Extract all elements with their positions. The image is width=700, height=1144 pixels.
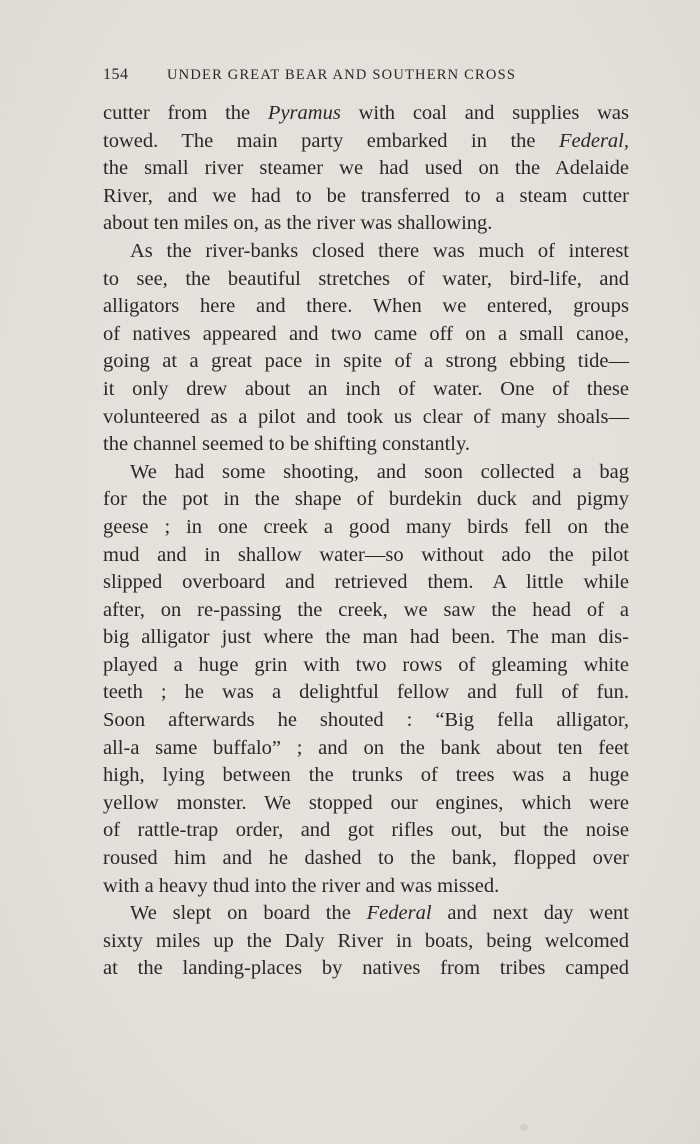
text-line bbox=[103, 459, 629, 487]
text-line bbox=[103, 928, 629, 956]
text-line bbox=[103, 128, 629, 156]
text-line bbox=[103, 376, 629, 404]
text-line bbox=[103, 348, 629, 376]
text-line bbox=[103, 597, 629, 625]
text-line bbox=[103, 155, 629, 183]
text-span: alligators here and there. When we entered, groups bbox=[103, 295, 629, 318]
text-line bbox=[103, 707, 629, 735]
text-span: Soon afterwards he shouted : “Big fella alligator, bbox=[103, 709, 629, 732]
text-line bbox=[103, 404, 629, 432]
text-span: River, and we had to be transferred to a steam cutter bbox=[103, 184, 629, 207]
text-span: with coal and supplies was bbox=[340, 102, 630, 124]
text-line bbox=[103, 955, 629, 983]
text-line bbox=[103, 486, 629, 514]
text-line bbox=[103, 873, 629, 901]
running-head: UNDER GREAT BEAR AND SOUTHERN CROSS bbox=[167, 67, 517, 83]
text-line bbox=[103, 514, 629, 542]
text-line bbox=[103, 431, 629, 459]
text-line bbox=[103, 183, 629, 211]
text-span: the small river steamer we had used on the Adelaide bbox=[103, 157, 629, 180]
body-text bbox=[103, 100, 629, 983]
text-span: and next day went bbox=[431, 902, 629, 925]
text-span: high, lying between the trunks of trees was a huge bbox=[103, 764, 629, 787]
text-span: We slept on board the bbox=[130, 902, 367, 925]
italic-text: Federal bbox=[366, 902, 432, 925]
text-span: mud and in shallow water—so without ado the pilot bbox=[103, 543, 629, 566]
text-line bbox=[103, 845, 629, 873]
text-line bbox=[103, 293, 629, 321]
text-span: the channel seemed to be shifting constantly. bbox=[103, 433, 470, 456]
text-span: As the river-banks closed there was much of interest bbox=[130, 239, 629, 262]
text-line bbox=[103, 266, 629, 294]
text-span: played a huge grin with two rows of gleaming white bbox=[103, 653, 629, 676]
text-span: it only drew about an inch of water. One of these bbox=[103, 377, 629, 400]
text-span: towed. The main party embarked in the bbox=[103, 129, 559, 152]
text-line bbox=[103, 238, 629, 266]
text-span: volunteered as a pilot and took us clear of many shoals— bbox=[103, 405, 629, 428]
text-span: after, on re-passing the creek, we saw the head of a bbox=[103, 598, 629, 621]
text-span: with a heavy thud into the river and was missed. bbox=[103, 874, 500, 897]
text-span: about ten miles on, as the river was shallowing. bbox=[103, 212, 493, 235]
text-span: cutter from the bbox=[103, 102, 268, 124]
text-line bbox=[103, 762, 629, 790]
text-span: teeth ; he was a delightful fellow and full of fun. bbox=[103, 681, 629, 704]
text-span: big alligator just where the man had been. The man dis- bbox=[103, 626, 629, 649]
text-line bbox=[103, 817, 629, 845]
text-span: going at a great pace in spite of a strong ebbing tide— bbox=[103, 350, 629, 373]
page-header bbox=[103, 66, 633, 88]
text-line bbox=[103, 900, 629, 928]
text-line bbox=[103, 652, 629, 680]
text-span: geese ; in one creek a good many birds fell on the bbox=[103, 515, 629, 538]
text-span: of rattle-trap order, and got rifles out, but the noise bbox=[103, 819, 629, 842]
text-line bbox=[103, 542, 629, 570]
text-line bbox=[103, 624, 629, 652]
text-span: slipped overboard and retrieved them. A little while bbox=[103, 571, 629, 594]
text-line bbox=[103, 790, 629, 818]
text-span: of natives appeared and two came off on a small canoe, bbox=[103, 322, 629, 345]
text-span: for the pot in the shape of burdekin duck and pigmy bbox=[103, 488, 629, 511]
text-line bbox=[103, 100, 629, 128]
text-span: sixty miles up the Daly River in boats, being welcomed bbox=[103, 929, 629, 952]
text-line bbox=[103, 321, 629, 349]
text-line bbox=[103, 210, 629, 238]
text-span: We had some shooting, and soon collected a bag bbox=[130, 460, 629, 483]
italic-text: Pyramus bbox=[267, 102, 341, 124]
text-span: roused him and he dashed to the bank, flopped over bbox=[103, 847, 629, 870]
text-span: all-a same buffalo” ; and on the bank about ten feet bbox=[103, 736, 629, 759]
text-line bbox=[103, 735, 629, 763]
paper-speck bbox=[520, 1124, 528, 1131]
text-line bbox=[103, 679, 629, 707]
text-span: yellow monster. We stopped our engines, which were bbox=[103, 791, 629, 814]
page-number: 154 bbox=[103, 66, 129, 83]
italic-text: Federal, bbox=[558, 129, 629, 152]
text-span: at the landing-places by natives from tribes camped bbox=[103, 957, 629, 980]
text-line bbox=[103, 569, 629, 597]
text-span: to see, the beautiful stretches of water, bird-life, and bbox=[103, 267, 629, 290]
